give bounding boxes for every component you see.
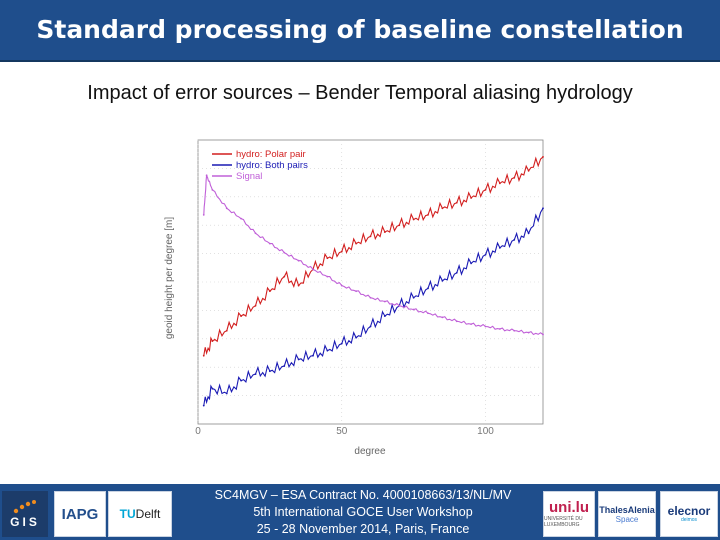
data-point: [485, 189, 487, 191]
gis-logo-text: GIS: [10, 515, 40, 529]
data-point: [528, 170, 530, 172]
footer-line-workshop: 5th International GOCE User Workshop: [253, 505, 473, 519]
data-point: [413, 309, 415, 311]
unilu-logo: [543, 491, 595, 537]
data-point: [499, 182, 501, 184]
data-point: [203, 355, 205, 357]
data-point: [226, 207, 228, 209]
data-point: [485, 254, 487, 256]
elecnor-logo-text: elecnor: [667, 504, 711, 518]
data-point: [355, 290, 357, 292]
data-point: [283, 252, 285, 254]
iapg-logo: [54, 491, 106, 537]
data-point: [283, 276, 285, 278]
data-point: [240, 380, 242, 382]
x-tick-label: 0: [195, 426, 201, 437]
data-point: [499, 328, 501, 330]
legend-label: hydro: Polar pair: [236, 149, 306, 160]
iapg-logo-text: IAPG: [61, 505, 99, 523]
data-point: [513, 239, 515, 241]
gis-dots-icon: [10, 499, 40, 515]
data-point: [206, 174, 208, 176]
data-point: [226, 393, 228, 395]
data-point: [240, 315, 242, 317]
data-point: [326, 350, 328, 352]
unilu-logo-text: uni.lu: [549, 499, 589, 516]
legend-label: hydro: Both pairs: [236, 160, 308, 171]
data-point: [384, 231, 386, 233]
data-point: [298, 260, 300, 262]
data-point: [211, 189, 213, 191]
data-point: [255, 373, 257, 375]
data-point: [513, 330, 515, 332]
data-point: [470, 262, 472, 264]
data-point: [456, 272, 458, 274]
data-point: [341, 285, 343, 287]
data-point: [470, 323, 472, 325]
data-point: [499, 247, 501, 249]
thales-logo-subtext: Space: [615, 514, 639, 524]
x-tick-label: 100: [477, 426, 494, 437]
tudelft-logo-tu: TU: [119, 507, 136, 521]
data-point: [370, 235, 372, 237]
data-point: [441, 316, 443, 318]
data-point: [298, 285, 300, 287]
data-point: [384, 315, 386, 317]
elecnor-logo-subtext: deimos: [680, 517, 698, 523]
tudelft-logo-delft: Delft: [135, 507, 161, 521]
data-point: [513, 177, 515, 179]
data-point: [203, 214, 205, 216]
data-point: [283, 365, 285, 367]
data-point: [413, 297, 415, 299]
data-point: [269, 290, 271, 292]
data-point: [355, 337, 357, 339]
data-point: [355, 243, 357, 245]
data-point: [370, 297, 372, 299]
slide-subtitle: Impact of error sources – Bender Temporal aliasing hydrology: [87, 82, 633, 104]
data-point: [528, 232, 530, 234]
data-point: [269, 370, 271, 372]
data-point: [456, 202, 458, 204]
data-point: [398, 224, 400, 226]
tudelft-logo: [108, 491, 172, 537]
data-point: [341, 343, 343, 345]
data-point: [255, 305, 257, 307]
data-point: [312, 355, 314, 357]
data-point: [312, 268, 314, 270]
data-point: [413, 219, 415, 221]
footer-text: [183, 487, 543, 538]
data-point: [269, 243, 271, 245]
data-point: [456, 320, 458, 322]
footer-line-date: 25 - 28 November 2014, Paris, France: [256, 522, 470, 536]
data-point: [542, 207, 544, 209]
data-point: [326, 257, 328, 259]
gis-logo: [2, 491, 48, 537]
data-point: [427, 287, 429, 289]
data-point: [441, 207, 443, 209]
data-point: [341, 251, 343, 253]
data-point: [211, 340, 213, 342]
data-point: [542, 156, 544, 158]
data-point: [370, 326, 372, 328]
unilu-logo-subtext: UNIVERSITÉ DU LUXEMBOURG: [544, 516, 583, 528]
legend-label: Signal: [236, 171, 263, 182]
error-spectrum-chart: [160, 128, 560, 458]
slide-title: Standard processing of baseline constellation: [36, 15, 684, 44]
data-point: [441, 280, 443, 282]
data-point: [226, 330, 228, 332]
elecnor-logo: [660, 491, 718, 537]
data-point: [298, 359, 300, 361]
data-point: [398, 305, 400, 307]
data-point: [203, 405, 205, 407]
data-point: [240, 218, 242, 220]
x-tick-label: 50: [336, 426, 348, 437]
x-axis-label: degree: [354, 446, 386, 457]
y-axis-label: geoid height per degree [m]: [164, 216, 175, 340]
data-point: [326, 276, 328, 278]
footer-line-contract: SC4MGV – ESA Contract No. 4000108663/13/NL/MV: [214, 488, 512, 502]
data-point: [255, 232, 257, 234]
thales-logo: [598, 491, 656, 537]
data-point: [485, 326, 487, 328]
thales-logo-text: ThalesAlenia: [599, 504, 655, 515]
data-point: [427, 312, 429, 314]
data-point: [542, 334, 544, 336]
data-point: [528, 332, 530, 334]
data-point: [384, 301, 386, 303]
data-point: [211, 388, 213, 390]
data-point: [470, 197, 472, 199]
data-point: [427, 214, 429, 216]
